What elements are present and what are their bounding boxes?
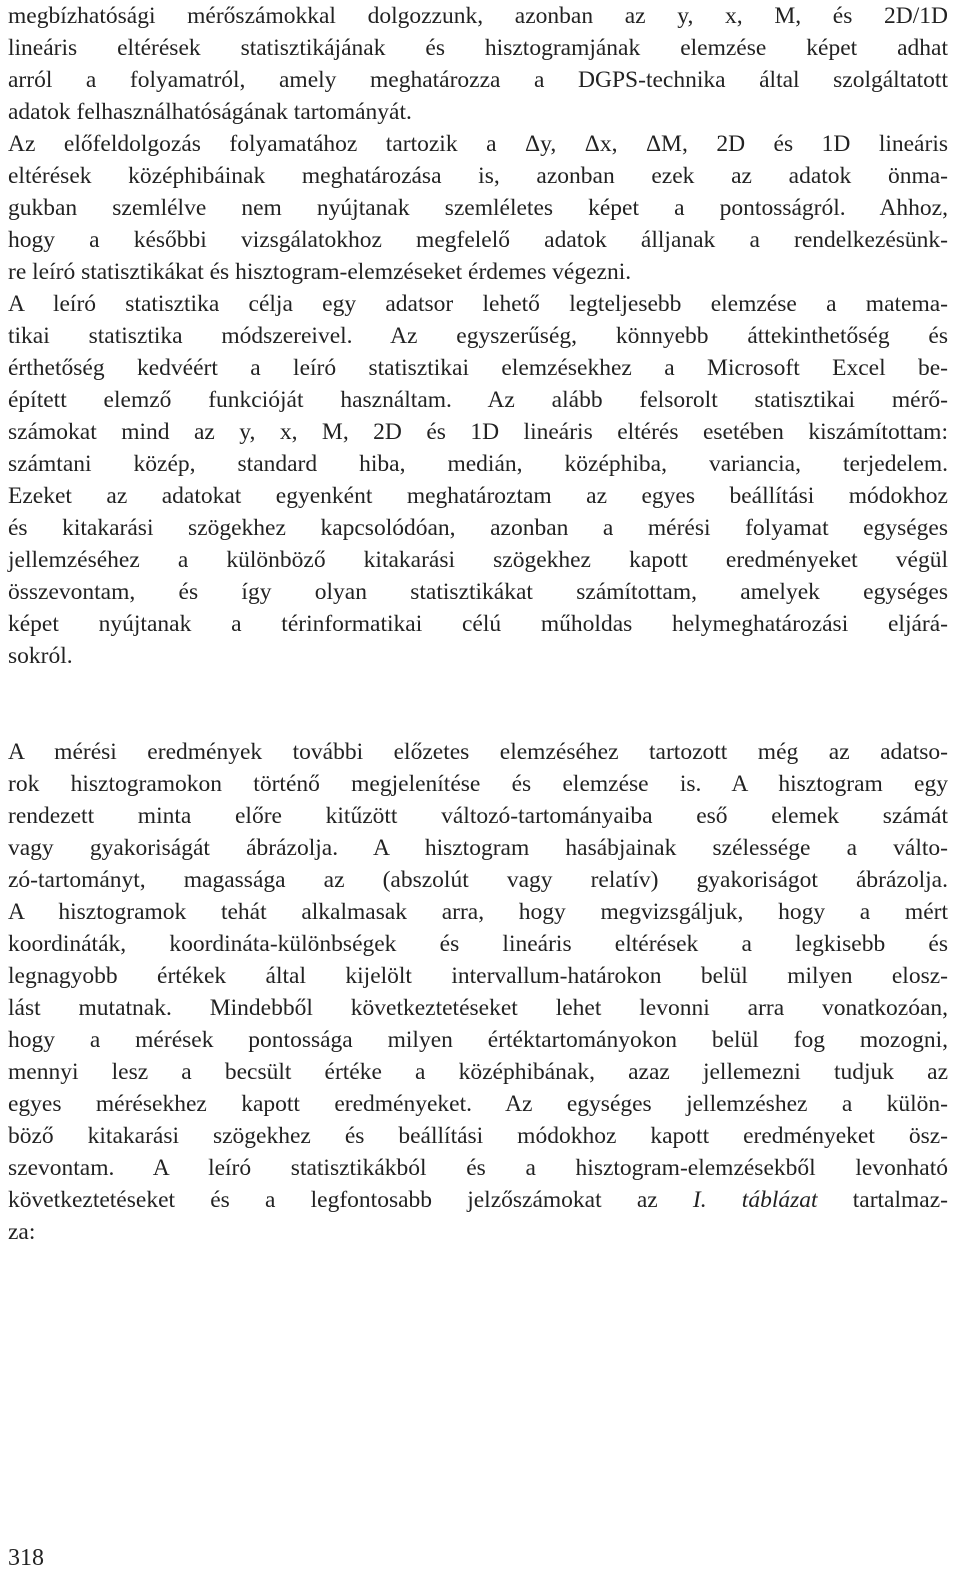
text-line: vagy gyakoriságát ábrázolja. A hisztogram hasábjainak szélessége a válto- [8,835,948,861]
text-line: legnagyobb értékek által kijelölt intervallum-határokon belül milyen elosz- [8,963,948,989]
text-line: számtani közép, standard hiba, medián, középhiba, variancia, terjedelem. [8,451,948,477]
text-line: hogy a későbbi vizsgálatokhoz megfelelő adatok álljanak a rendelkezésünk- [8,227,948,253]
text-line: megbízhatósági mérőszámokkal dolgozzunk, azonban az y, x, M, és 2D/1D [8,3,948,29]
text-run: tartalmaz- [817,1187,948,1213]
text-line: rok hisztogramokon történő megjelenítése és elemzése is. A hisztogram egy [8,771,948,797]
text-line: Az előfeldolgozás folyamatához tartozik a Δy, Δx, ΔM, 2D és 1D lineáris [8,131,948,157]
text-line: gukban szemlélve nem nyújtanak szemléletes képet a pontosságról. Ahhoz, [8,195,948,221]
text-line: A mérési eredmények további előzetes elemzéséhez tartozott még az adatso- [8,739,948,765]
text-line: érthetőség kedvéért a leíró statisztikai elemzésekhez a Microsoft Excel be- [8,355,948,381]
text-line: épített elemző funkcióját használtam. Az alább felsorolt statisztikai mérő- [8,387,948,413]
text-line: koordináták, koordináta-különbségek és lineáris eltérések a legkisebb és [8,931,948,957]
text-line: zó-tartományt, magassága az (abszolút vagy relatív) gyakoriságot ábrázolja. [8,867,948,893]
paragraph [8,128,948,288]
text-line: A leíró statisztika célja egy adatsor lehető legteljesebb elemzése a matema- [8,291,948,317]
text-line: összevontam, és így olyan statisztikákat számítottam, amelyek egységes [8,579,948,605]
text-line: képet nyújtanak a térinformatikai célú műholdas helymeghatározási eljárá- [8,611,948,637]
text-line: böző kitakarási szögekhez és beállítási módokhoz kapott eredményeket ösz- [8,1123,948,1149]
table-reference: I. táblázat [692,1187,818,1213]
text-line: za: [8,1219,36,1245]
text-line: Ezeket az adatokat egyenként meghatároztam az egyes beállítási módokhoz [8,483,948,509]
paragraph [8,288,948,672]
text-line: sokról. [8,643,73,669]
text-run: következtetéseket és a legfontosabb jelzőszámokat az [8,1187,693,1213]
text-line: lineáris eltérések statisztikájának és hisztogramjának elemzése képet adhat [8,35,948,61]
text-line: hogy a mérések pontossága milyen értéktartományokon belül fog mozogni, [8,1027,948,1053]
text-line: adatok felhasználhatóságának tartományát. [8,99,412,125]
text-line: szevontam. A leíró statisztikákból és a hisztogram-elemzésekből levonható [8,1155,948,1181]
text-line: lást mutatnak. Mindebből következtetéseket lehet levonni arra vonatkozóan, [8,995,948,1021]
text-line: A hisztogramok tehát alkalmasak arra, hogy megvizsgáljuk, hogy a mért [8,899,948,925]
text-line: és kitakarási szögekhez kapcsolódóan, azonban a mérési folyamat egységes [8,515,948,541]
text-line: egyes mérésekhez kapott eredményeket. Az egységes jellemzéshez a külön- [8,1091,948,1117]
text-line [8,1184,948,1216]
page-number: 318 [8,1545,44,1571]
text-line: jellemzéséhez a különböző kitakarási szögekhez kapott eredményeket végül [8,547,948,573]
text-line: mennyi lesz a becsült értéke a középhibának, azaz jellemezni tudjuk az [8,1059,948,1085]
text-line: tikai statisztika módszereivel. Az egyszerűség, könnyebb áttekinthetőség és [8,323,948,349]
text-line: re leíró statisztikákat és hisztogram-elemzéseket érdemes végezni. [8,259,632,285]
text-line: eltérések középhibáinak meghatározása is, azonban ezek az adatok önma- [8,163,948,189]
paragraph [8,736,948,1248]
text-line: arról a folyamatról, amely meghatározza a DGPS-technika által szolgáltatott [8,67,948,93]
text-line: számokat mind az y, x, M, 2D és 1D lineáris eltérés esetében kiszámítottam: [8,419,948,445]
text-line: rendezett minta előre kitűzött változó-tartományaiba eső elemek számát [8,803,948,829]
paragraph [8,0,948,128]
